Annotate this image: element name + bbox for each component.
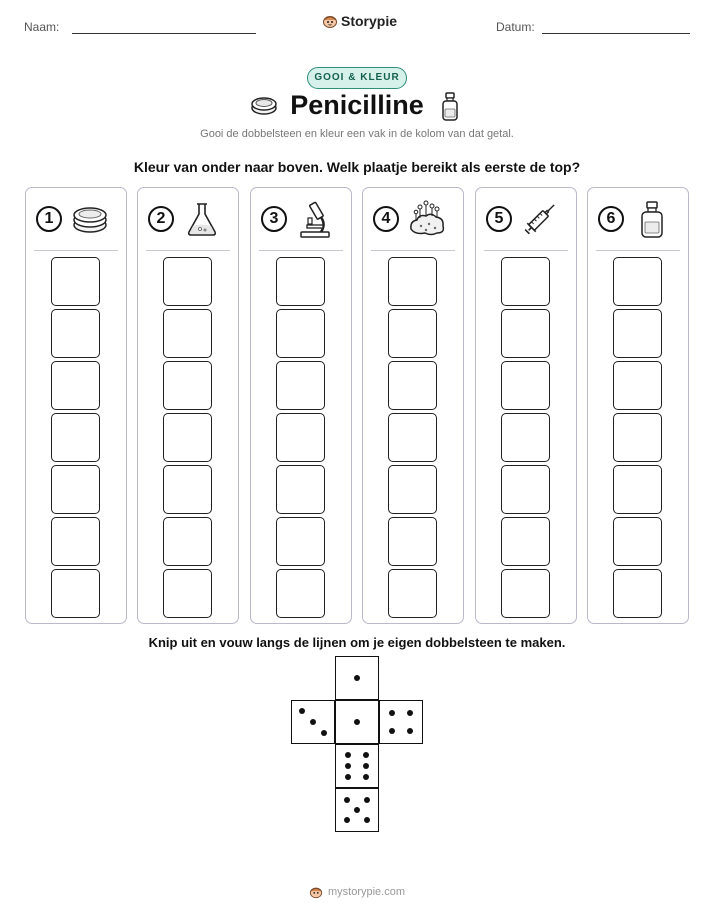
color-cell[interactable] (613, 257, 662, 306)
color-cell[interactable] (51, 465, 100, 514)
die-pip (363, 752, 369, 758)
color-cell[interactable] (613, 465, 662, 514)
color-cell[interactable] (51, 569, 100, 618)
name-label: Naam: (24, 20, 60, 34)
die-pip (389, 728, 395, 734)
color-cell[interactable] (388, 569, 437, 618)
die-pip (407, 728, 413, 734)
die-pip (344, 797, 350, 803)
column-4 (362, 187, 464, 624)
column-divider (484, 250, 568, 251)
die-pip (344, 817, 350, 823)
color-cell[interactable] (501, 257, 550, 306)
die-pip (389, 710, 395, 716)
color-cell[interactable] (163, 309, 212, 358)
color-cell[interactable] (276, 413, 325, 462)
column-6 (587, 187, 689, 624)
column-divider (596, 250, 680, 251)
die-pip (299, 708, 305, 714)
die-face-3 (291, 700, 335, 744)
footer-url[interactable]: mystorypie.com (327, 886, 406, 898)
die-pip (310, 719, 316, 725)
vial-icon (440, 91, 460, 123)
column-3 (250, 187, 352, 624)
die-face-6 (335, 744, 379, 788)
color-cell[interactable] (51, 517, 100, 566)
pie-mascot-icon (309, 885, 323, 899)
color-cell[interactable] (501, 517, 550, 566)
color-cell[interactable] (388, 413, 437, 462)
die-pip (363, 763, 369, 769)
color-cell[interactable] (276, 517, 325, 566)
name-line[interactable] (72, 33, 256, 34)
color-cell[interactable] (613, 309, 662, 358)
column-number: 2 (148, 206, 174, 232)
color-cell[interactable] (163, 517, 212, 566)
brand-logo (322, 13, 397, 29)
die-face-1 (335, 700, 379, 744)
die-pip (364, 797, 370, 803)
die-pip (407, 710, 413, 716)
color-cell[interactable] (276, 361, 325, 410)
instruction: Kleur van onder naar boven. Welk plaatje bereikt als eerste de top? (133, 159, 581, 175)
column-number: 1 (36, 206, 62, 232)
pie-mascot-icon (322, 13, 338, 29)
die-face-4 (379, 700, 423, 744)
color-cell[interactable] (388, 361, 437, 410)
column-divider (371, 250, 455, 251)
column-2 (137, 187, 239, 624)
color-cell[interactable] (501, 465, 550, 514)
die-pip (345, 752, 351, 758)
color-cell[interactable] (388, 465, 437, 514)
flask-icon (182, 199, 222, 239)
color-cell[interactable] (613, 361, 662, 410)
color-cell[interactable] (163, 413, 212, 462)
color-cell[interactable] (388, 309, 437, 358)
die-pip (354, 807, 360, 813)
die-pip (364, 817, 370, 823)
color-cell[interactable] (276, 569, 325, 618)
color-cell[interactable] (613, 517, 662, 566)
color-cell[interactable] (276, 309, 325, 358)
color-cell[interactable] (276, 465, 325, 514)
color-cell[interactable] (51, 361, 100, 410)
color-cell[interactable] (163, 569, 212, 618)
microscope-icon (295, 199, 335, 239)
die-pip (363, 774, 369, 780)
color-cell[interactable] (501, 361, 550, 410)
activity-badge: GOOI & KLEUR (307, 67, 407, 89)
column-1 (25, 187, 127, 624)
column-number: 3 (261, 206, 287, 232)
color-cell[interactable] (51, 257, 100, 306)
column-5 (475, 187, 577, 624)
color-cell[interactable] (501, 569, 550, 618)
color-cell[interactable] (388, 517, 437, 566)
column-number: 5 (486, 206, 512, 232)
color-cell[interactable] (613, 569, 662, 618)
die-pip (345, 774, 351, 780)
color-cell[interactable] (51, 413, 100, 462)
mold-colony-icon (407, 199, 447, 239)
date-label: Datum: (496, 20, 535, 34)
column-divider (34, 250, 118, 251)
die-pip (345, 763, 351, 769)
color-cell[interactable] (51, 309, 100, 358)
die-pip (354, 719, 360, 725)
column-number: 4 (373, 206, 399, 232)
color-cell[interactable] (388, 257, 437, 306)
color-cell[interactable] (163, 257, 212, 306)
color-cell[interactable] (276, 257, 325, 306)
column-number: 6 (598, 206, 624, 232)
die-pip (354, 675, 360, 681)
footer (0, 885, 714, 899)
color-cell[interactable] (501, 309, 550, 358)
date-line[interactable] (542, 33, 690, 34)
color-cell[interactable] (163, 465, 212, 514)
syringe-icon (520, 199, 560, 239)
column-divider (259, 250, 343, 251)
subtitle: Gooi de dobbelsteen en kleur een vak in de kolom van dat getal. (200, 128, 514, 140)
die-pip (321, 730, 327, 736)
petri-dish-icon (70, 199, 110, 239)
column-divider (146, 250, 230, 251)
brand-name: Storypie (341, 13, 398, 29)
cut-instruction: Knip uit en vouw langs de lijnen om je eigen dobbelsteen te maken. (148, 635, 566, 650)
vial-icon (632, 199, 672, 239)
die-face-1 (335, 656, 379, 700)
color-cell[interactable] (613, 413, 662, 462)
die-face-5 (335, 788, 379, 832)
page-title: Penicilline (290, 90, 424, 120)
color-cell[interactable] (501, 413, 550, 462)
color-cell[interactable] (163, 361, 212, 410)
